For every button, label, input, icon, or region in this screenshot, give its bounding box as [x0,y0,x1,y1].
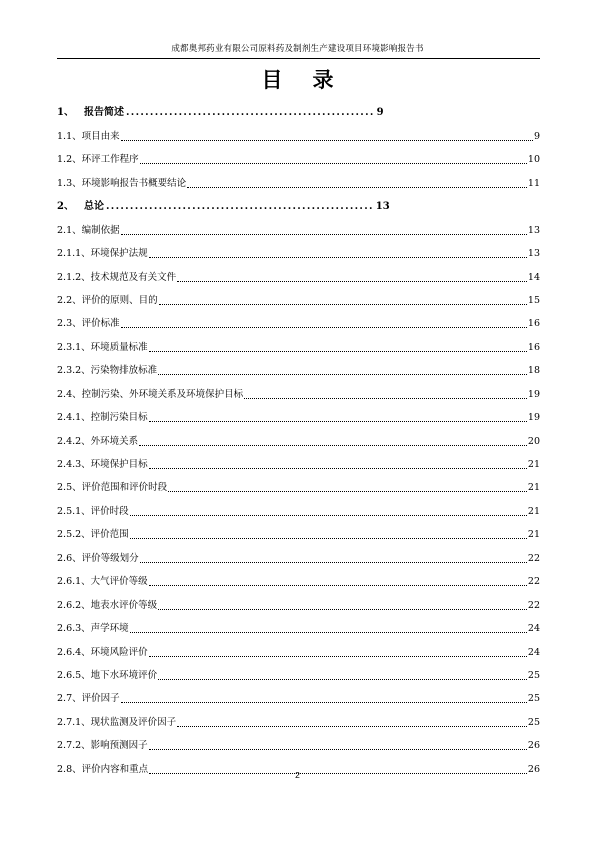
toc-entry-page: 15 [527,294,540,306]
toc-entry-page: 24 [527,623,540,635]
toc-entry-page: 13 [527,224,540,236]
toc-entry[interactable] [57,635,540,658]
toc-entry[interactable] [57,588,540,611]
toc-entry[interactable] [57,237,540,260]
toc-entry-page: 25 [527,669,540,681]
toc-leader-dots [149,468,527,469]
toc-entry-page: 21 [527,459,540,470]
toc-entry-page: 24 [527,646,540,658]
table-of-contents [57,96,540,776]
toc-leader-dots [158,609,527,610]
toc-entry-label: 1.2、环评工作程序 [57,154,139,166]
toc-entry-text: 报告简述 [84,107,124,119]
toc-entry-label: 1.3、环境影响报告书概要结论 [57,177,187,189]
toc-entry-label: 2.6.5、地下水环境评价 [57,669,158,681]
toc-entry-page: 11 [527,177,540,189]
toc-entry-page: 16 [527,341,540,353]
toc-entry-label: 2.6.1、大气评价等级 [57,576,148,588]
toc-leader-dots [121,140,533,141]
toc-entry[interactable] [57,565,540,588]
toc-leader-dots [140,562,527,563]
toc-entry-page: 20 [527,435,540,447]
toc-leader-dots [149,421,527,422]
toc-leader-dots [158,679,527,680]
toc-entry[interactable] [57,190,540,213]
toc-leader-dots: .................................................... [126,107,375,119]
toc-entry[interactable] [57,448,540,471]
toc-leader-dots [121,702,527,703]
toc-entry-label: 2.5.1、评价时段 [57,505,129,517]
toc-entry-label: 2.1.2、技术规范及有关文件 [57,271,177,283]
running-header: 成都奥邦药业有限公司原料药及制剂生产建设项目环境影响报告书 [171,44,424,54]
toc-entry-page: 9 [533,130,540,142]
toc-entry-label: 2.1.1、环境保护法规 [57,248,148,260]
title-char-2: 录 [312,67,334,92]
header-rule [57,58,540,59]
toc-entry[interactable] [57,541,540,564]
toc-entry[interactable] [57,424,540,447]
toc-entry-page: 9 [376,107,384,119]
toc-leader-dots: ........................................................ [106,201,374,213]
toc-entry-label: 2.8、评价内容和重点 [57,763,149,775]
toc-entry-number: 1、 [57,107,74,119]
toc-entry-page: 16 [527,318,540,330]
toc-entry[interactable] [57,284,540,307]
toc-entry-page: 10 [527,154,540,166]
toc-entry[interactable] [57,307,540,330]
toc-leader-dots [130,632,527,633]
toc-entry-label: 2.5.2、评价范围 [57,529,129,541]
toc-entry-label [57,201,104,213]
toc-leader-dots [121,234,527,235]
toc-leader-dots [244,398,527,399]
toc-leader-dots [149,585,527,586]
toc-entry-label: 2.6、评价等级划分 [57,552,139,564]
toc-leader-dots [149,656,527,657]
toc-leader-dots [177,726,527,727]
toc-entry-label: 2.3、评价标准 [57,318,120,330]
toc-entry-page: 22 [527,552,540,564]
page-title [0,64,595,94]
toc-entry-text: 总论 [84,201,104,213]
toc-entry[interactable] [57,354,540,377]
toc-entry-page: 13 [527,248,540,260]
toc-leader-dots [149,257,527,258]
toc-entry[interactable] [57,705,540,728]
toc-entry-label: 2.7.1、现状监测及评价因子 [57,716,177,728]
toc-leader-dots [177,281,527,282]
toc-entry[interactable] [57,260,540,283]
toc-entry[interactable] [57,659,540,682]
toc-entry-page: 21 [527,505,540,517]
toc-entry-label: 2.3.1、环境质量标准 [57,341,148,353]
toc-entry-label: 2.4.2、外环境关系 [57,435,139,447]
toc-entry-label [57,107,124,119]
toc-entry-label: 2.6.3、声学环境 [57,623,129,635]
toc-entry-label: 2.7.2、影响预测因子 [57,740,148,752]
toc-entry-label: 2.5、评价范围和评价时段 [57,482,168,494]
toc-leader-dots [149,351,527,352]
toc-entry-label: 2.3.2、污染物排放标准 [57,365,158,377]
toc-leader-dots [139,445,527,446]
toc-entry-page: 25 [527,716,540,728]
toc-entry[interactable] [57,96,540,119]
toc-leader-dots [187,187,527,188]
toc-entry-page: 13 [375,201,390,213]
toc-entry-label: 2.1、编制依据 [57,224,120,236]
toc-entry-label: 2.7、评价因子 [57,693,120,705]
toc-entry[interactable] [57,612,540,635]
toc-entry-label: 2.2、评价的原则、目的 [57,294,158,306]
toc-entry-page: 19 [527,412,540,424]
toc-entry-page: 22 [527,576,540,588]
toc-entry-page: 26 [527,763,540,775]
toc-entry-page: 21 [527,482,540,494]
toc-entry-page: 18 [527,365,540,377]
toc-entry-label: 2.4、控制污染、外环境关系及环境保护目标 [57,388,244,400]
toc-entry[interactable] [57,729,540,752]
toc-leader-dots [159,304,527,305]
toc-entry-page: 21 [527,529,540,541]
toc-entry-label: 1.1、项目由来 [57,130,120,142]
toc-entry[interactable] [57,471,540,494]
toc-entry[interactable] [57,494,540,517]
toc-entry[interactable] [57,166,540,189]
toc-entry[interactable] [57,119,540,142]
toc-entry[interactable] [57,518,540,541]
title-char-1: 目 [261,67,283,92]
toc-entry[interactable] [57,330,540,353]
toc-leader-dots [140,163,527,164]
toc-entry-label: 2.6.2、地表水评价等级 [57,599,158,611]
toc-entry[interactable] [57,401,540,424]
toc-entry-page: 26 [527,740,540,752]
toc-entry[interactable] [57,143,540,166]
toc-leader-dots [158,374,527,375]
toc-leader-dots [130,515,527,516]
toc-entry-label: 2.6.4、环境风险评价 [57,646,148,658]
toc-entry-page: 25 [527,693,540,705]
toc-entry-page: 19 [527,388,540,400]
toc-leader-dots [168,491,527,492]
page-number: 2 [295,770,300,780]
toc-entry[interactable] [57,682,540,705]
toc-leader-dots [149,749,527,750]
toc-entry-page: 22 [527,599,540,611]
toc-leader-dots [130,538,527,539]
toc-entry-label: 2.4.3、环境保护目标 [57,459,148,470]
toc-entry-page: 14 [527,271,540,283]
toc-entry[interactable] [57,377,540,400]
toc-entry-label: 2.4.1、控制污染目标 [57,412,148,424]
toc-entry[interactable] [57,213,540,236]
toc-leader-dots [121,327,527,328]
toc-entry-number: 2、 [57,201,74,213]
